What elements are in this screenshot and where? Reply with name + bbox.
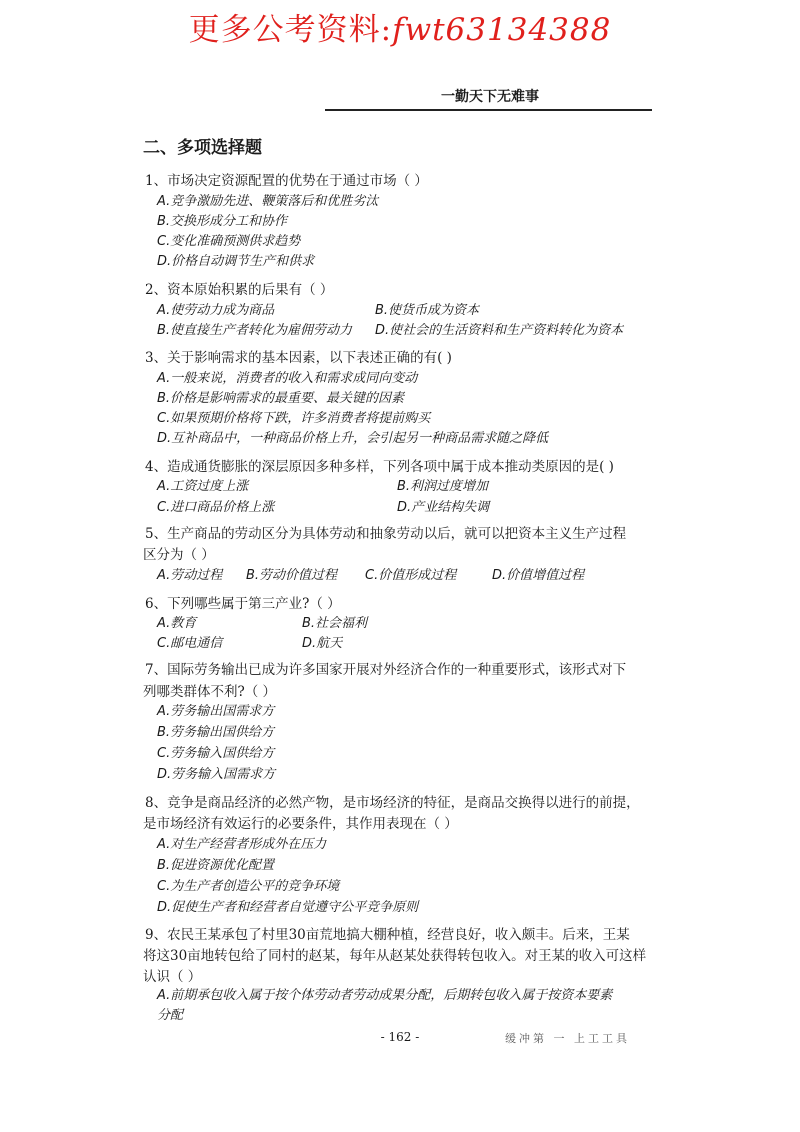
promo-banner — [0, 4, 800, 49]
option: C.邮电通信 — [157, 636, 223, 651]
section-title: 二、多项选择题 — [143, 138, 262, 158]
header-rule — [325, 109, 652, 111]
question-stem: 是市场经济有效运行的必要条件，其作用表现在（ ） — [143, 816, 458, 832]
option: D.使社会的生活资料和生产资料转化为资本 — [375, 323, 624, 338]
question-stem: 列哪类群体不利?（ ） — [143, 684, 277, 700]
option: C.变化准确预测供求趋势 — [157, 234, 301, 249]
option: D.互补商品中，一种商品价格上升，会引起另一种商品需求随之降低 — [157, 431, 549, 446]
option: A.教育 — [157, 616, 197, 631]
option: C.为生产者创造公平的竞争环境 — [157, 879, 340, 894]
option: B.使直接生产者转化为雇佣劳动力 — [157, 323, 353, 338]
option: B.社会福利 — [302, 616, 368, 631]
option: D.航天 — [302, 636, 343, 651]
option: B.利润过度增加 — [397, 479, 489, 494]
option: A.使劳动力成为商品 — [157, 303, 275, 318]
option: B.劳动价值过程 — [246, 568, 338, 583]
option: B.交换形成分工和协作 — [157, 214, 288, 229]
banner-cjk: 更多公考资料: — [188, 12, 393, 48]
question-stem: 区分为（ ） — [143, 547, 215, 563]
option-continuation: 分配 — [157, 1008, 184, 1023]
question-stem: 9、农民王某承包了村里30亩荒地搞大棚种植，经营良好，收入颇丰。后来，王某 — [145, 927, 630, 943]
header-slogan: 一勤天下无难事 — [441, 89, 539, 105]
footer-scan-noise: 缓冲第 一 上工工具 — [505, 1032, 630, 1045]
option: D.产业结构失调 — [397, 500, 490, 515]
option: A.前期承包收入属于按个体劳动者劳动成果分配，后期转包收入属于按资本要素 — [157, 988, 613, 1003]
option: C.如果预期价格将下跌，许多消费者将提前购买 — [157, 411, 431, 426]
option: A.对生产经营者形成外在压力 — [157, 837, 327, 852]
question-stem: 认识（ ） — [143, 969, 202, 985]
page-number: - 162 - — [380, 1030, 420, 1044]
option: A.工资过度上涨 — [157, 479, 249, 494]
option: B.促进资源优化配置 — [157, 858, 275, 873]
option: A.一般来说，消费者的收入和需求成同向变动 — [157, 371, 418, 386]
option: A.竞争激励先进、鞭策落后和优胜劣汰 — [157, 194, 379, 209]
question-stem: 7、国际劳务输出已成为许多国家开展对外经济合作的一种重要形式，该形式对下 — [145, 662, 627, 678]
question-stem: 8、竞争是商品经济的必然产物，是市场经济的特征，是商品交换得以进行的前提， — [145, 795, 640, 811]
option: D.价值增值过程 — [492, 568, 585, 583]
option: C.劳务输入国供给方 — [157, 746, 275, 761]
question-stem: 将这30亩地转包给了同村的赵某，每年从赵某处获得转包收入。对王某的收入可这样 — [143, 948, 647, 964]
option: C.价值形成过程 — [365, 568, 457, 583]
option: C.进口商品价格上涨 — [157, 500, 275, 515]
question-stem: 5、生产商品的劳动区分为具体劳动和抽象劳动以后，就可以把资本主义生产过程 — [145, 526, 627, 542]
option: B.劳务输出国供给方 — [157, 725, 275, 740]
question-stem: 1、市场决定资源配置的优势在于通过市场（ ） — [145, 173, 428, 189]
option: B.价格是影响需求的最重要、最关键的因素 — [157, 391, 405, 406]
option: D.价格自动调节生产和供求 — [157, 254, 315, 269]
question-stem: 3、关于影响需求的基本因素，以下表述正确的有( ) — [145, 350, 452, 366]
question-stem: 4、造成通货膨胀的深层原因多种多样，下列各项中属于成本推动类原因的是( ) — [145, 459, 614, 475]
option: D.劳务输入国需求方 — [157, 767, 276, 782]
option: A.劳动过程 — [157, 568, 223, 583]
question-stem: 6、下列哪些属于第三产业?（ ） — [145, 596, 341, 612]
option: B.使货币成为资本 — [375, 303, 480, 318]
question-stem: 2、资本原始积累的后果有（ ） — [145, 282, 334, 298]
option: A.劳务输出国需求方 — [157, 704, 275, 719]
option: D.促使生产者和经营者自觉遵守公平竞争原则 — [157, 900, 419, 915]
banner-contact: fwt63134388 — [392, 12, 612, 48]
